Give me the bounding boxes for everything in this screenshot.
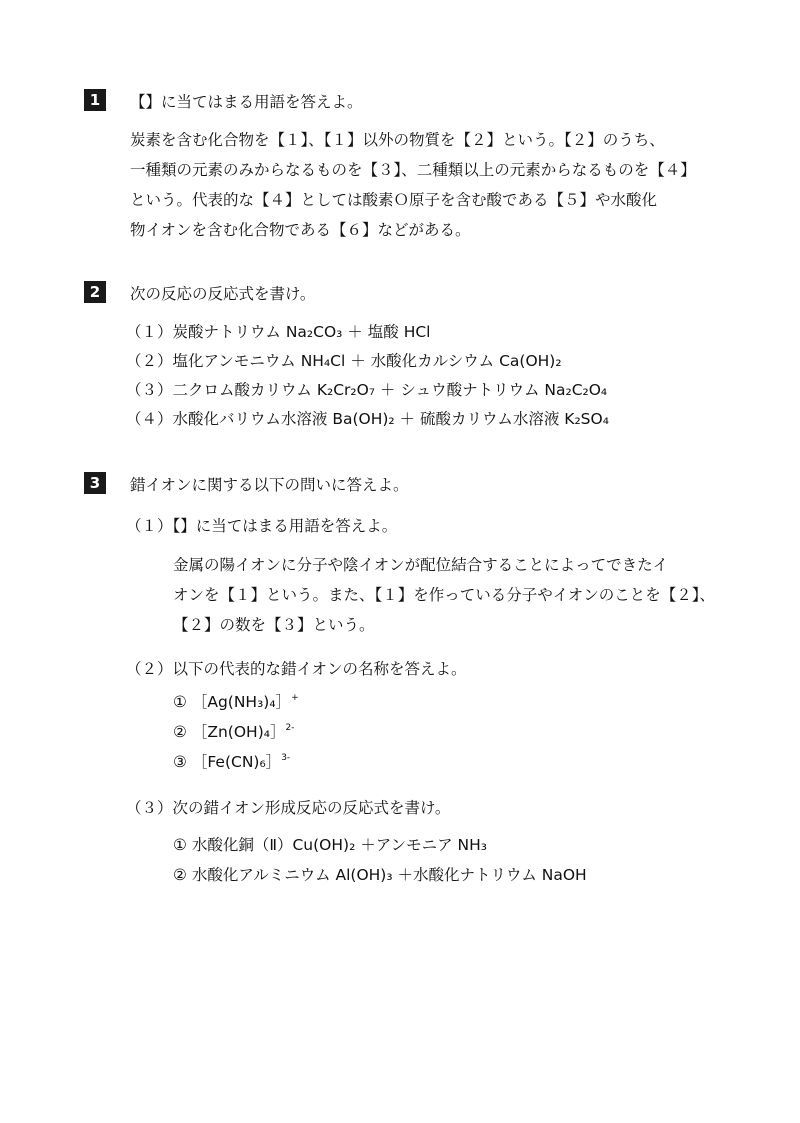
plus-sign: ＋ (347, 323, 363, 341)
item-label: （２） (126, 352, 173, 370)
reactant-name: 二クロム酸カリウム (172, 381, 312, 399)
reactant-formula: HCl (403, 323, 431, 341)
paragraph-line: 物イオンを含む化合物である【６】などがある。 (130, 221, 471, 239)
item-label: （１） (126, 323, 173, 341)
paragraph-line: という。代表的な【４】としては酸素Ｏ原子を含む酸である【５】や水酸化 (130, 191, 658, 209)
complex-ion-item (173, 690, 299, 712)
subquestion-instruction: 【】に当てはまる用語を答えよ。 (172, 517, 398, 535)
plus-sign: ＋ (399, 410, 416, 428)
plus-sign: ＋ (350, 352, 366, 370)
reactant-formula: K₂Cr₂O₇ (316, 381, 376, 399)
reaction-item (126, 407, 609, 429)
paragraph-line: 炭素を含む化合物を【１】、【１】以外の物質を【２】という。【２】のうち、 (130, 131, 665, 149)
plus-sign: ＋ (379, 381, 396, 399)
paragraph-line: 【２】の数を【３】という。 (173, 616, 375, 634)
question-instruction: 【】に当てはまる用語を答えよ。 (130, 93, 363, 111)
reactant-formula: Ba(OH)₂ (332, 410, 395, 428)
subquestion-3-heading (126, 796, 450, 818)
reactant-formula: NH₄Cl (300, 352, 346, 370)
subquestion-2-heading (126, 657, 467, 679)
reaction-text: 水酸化銅（Ⅱ）Cu(OH)₂ ＋アンモニア NH₃ (191, 836, 487, 854)
paragraph-line: 金属の陽イオンに分子や陰イオンが配位結合することによってできたイ (173, 556, 669, 574)
reaction-item (126, 349, 562, 371)
complex-ion-item (173, 720, 294, 742)
reaction-item (126, 378, 607, 400)
reactant-name: 塩酸 (367, 323, 399, 341)
subquestion-1-paragraph (173, 550, 715, 640)
subquestion-label: （３） (126, 799, 173, 817)
question-instruction: 次の反応の反応式を書け。 (130, 285, 316, 303)
subquestion-instruction: 次の錯イオン形成反応の反応式を書け。 (172, 799, 451, 817)
ion-charge: + (291, 693, 299, 703)
subquestion-label: （１） (126, 517, 173, 535)
question-number-badge: 1 (84, 89, 106, 111)
complex-ion-formula: ［Fe(CN)₆］ (191, 753, 282, 771)
paragraph-line: オンを【１】という。また、【１】を作っている分子やイオンのことを【２】、 (173, 586, 716, 604)
ion-charge: 2- (285, 723, 295, 733)
reactant-formula: Ca(OH)₂ (499, 352, 562, 370)
item-mark: ① (173, 836, 187, 854)
reactant-name: 硫酸カリウム水溶液 (420, 410, 560, 428)
item-mark: ③ (173, 753, 187, 771)
complex-ion-formula: ［Ag(NH₃)₄］ (191, 693, 292, 711)
question-1-paragraph (130, 125, 696, 245)
subquestion-label: （２） (126, 660, 173, 678)
item-label: （４） (126, 410, 173, 428)
item-label: （３） (126, 381, 173, 399)
reactant-name: 水酸化バリウム水溶液 (172, 410, 328, 428)
reactant-formula: Na₂C₂O₄ (544, 381, 608, 399)
reaction-item (126, 320, 431, 342)
item-mark: ② (173, 866, 187, 884)
reactant-name: 炭酸ナトリウム (172, 323, 281, 341)
formation-reaction-item (173, 833, 487, 855)
paragraph-line: 一種類の元素のみからなるものを【３】、二種類以上の元素からなるものを【４】 (130, 161, 696, 179)
complex-ion-formula: ［Zn(OH)₄］ (191, 723, 286, 741)
question-number-badge: 3 (84, 472, 106, 494)
question-number-badge: 2 (84, 281, 106, 303)
reactant-formula: K₂SO₄ (564, 410, 609, 428)
complex-ion-item (173, 750, 290, 772)
reactant-name: 水酸化カルシウム (370, 352, 495, 370)
formation-reaction-item (173, 863, 587, 885)
reactant-name: シュウ酸ナトリウム (400, 381, 540, 399)
subquestion-1-heading (126, 514, 397, 536)
reactant-formula: Na₂CO₃ (285, 323, 343, 341)
reactant-name: 塩化アンモニウム (172, 352, 296, 370)
question-instruction: 錯イオンに関する以下の問いに答えよ。 (130, 476, 409, 494)
item-mark: ② (173, 723, 187, 741)
reaction-text: 水酸化アルミニウム Al(OH)₃ ＋水酸化ナトリウム NaOH (191, 866, 587, 884)
item-mark: ① (173, 693, 187, 711)
ion-charge: 3- (281, 753, 291, 763)
subquestion-instruction: 以下の代表的な錯イオンの名称を答えよ。 (172, 660, 467, 678)
